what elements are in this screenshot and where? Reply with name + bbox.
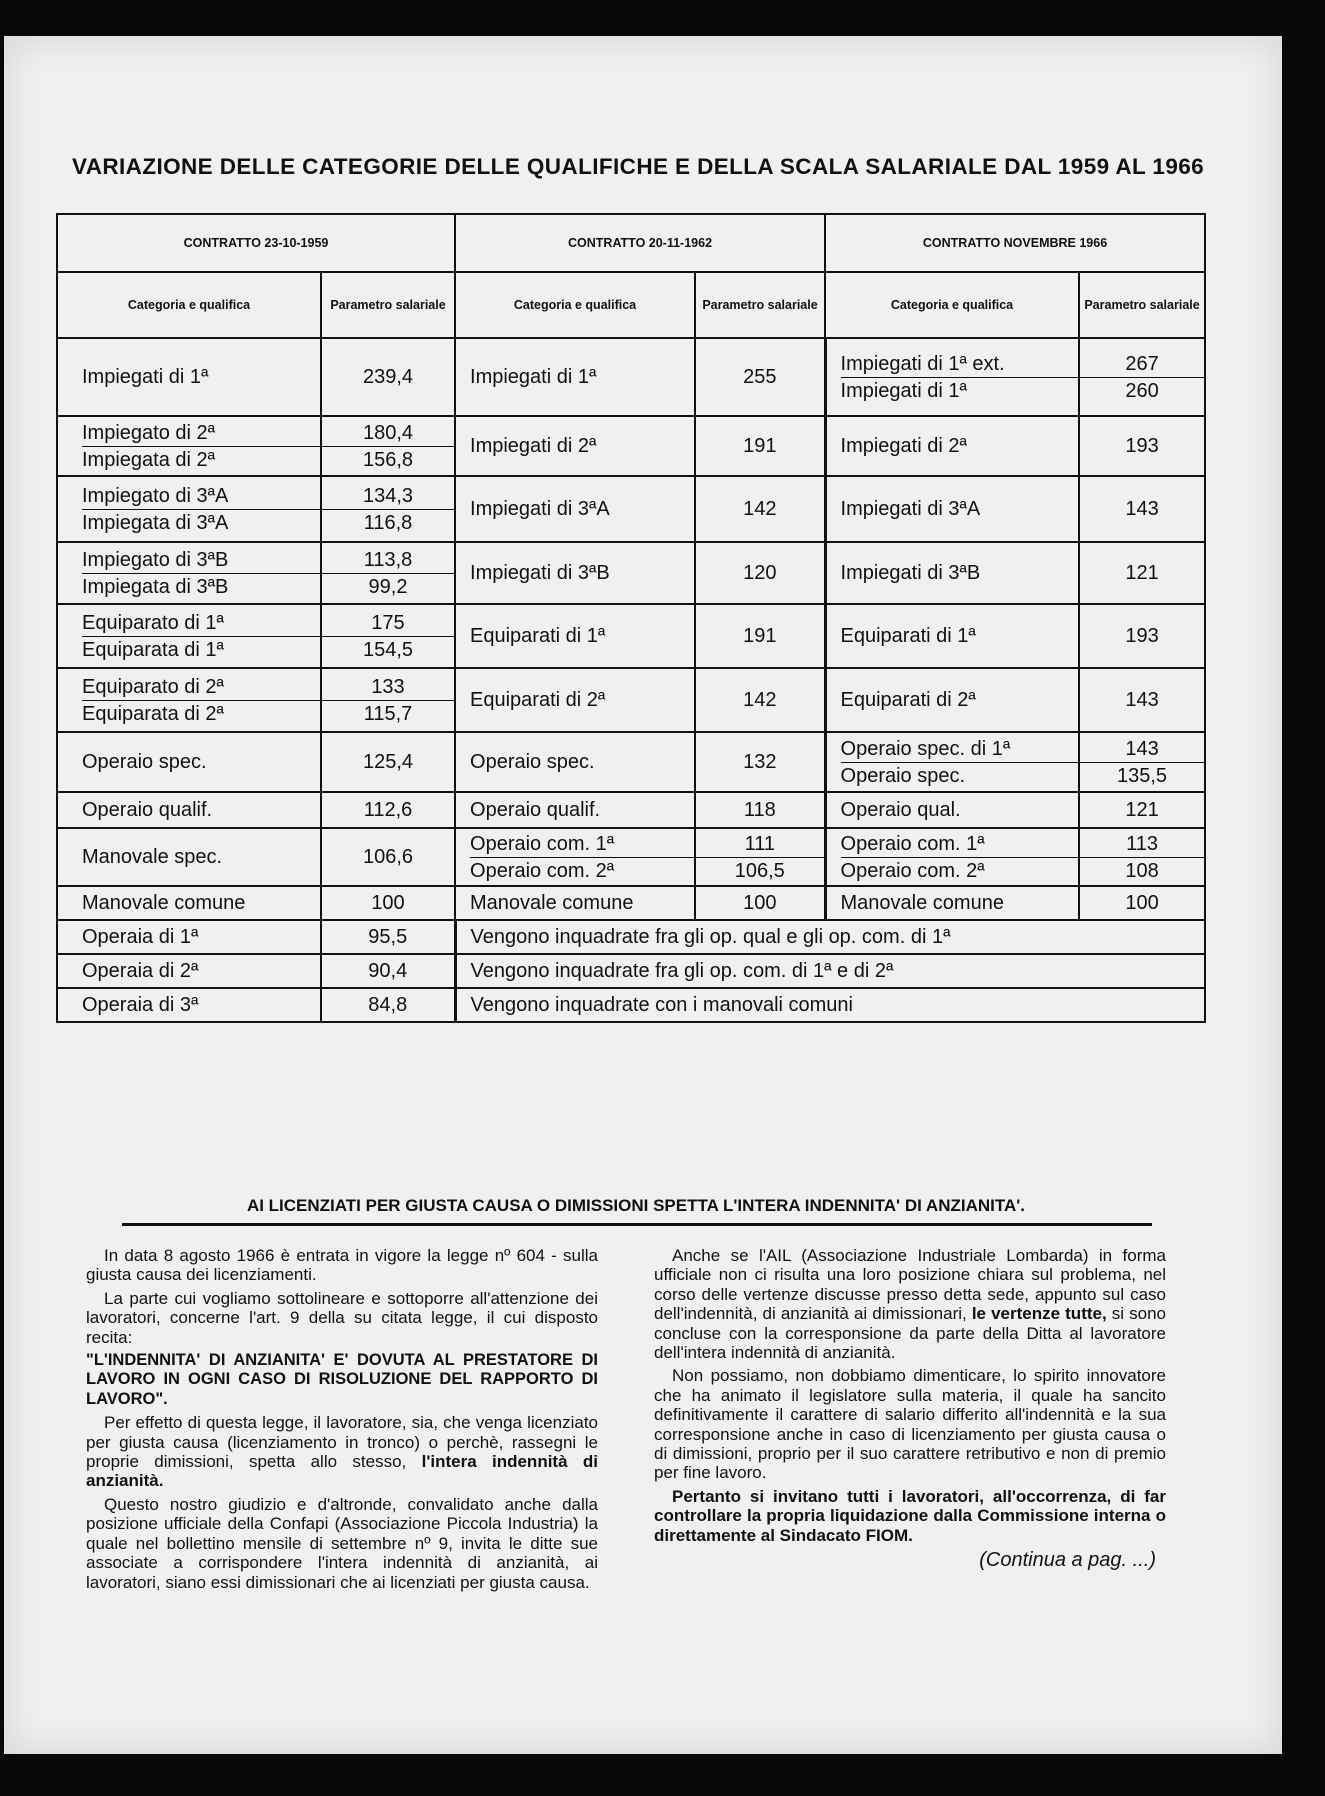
category-label: Operaio spec. di 1ª [840,737,1011,760]
param-header: Parametro salariale [321,272,455,338]
operaie-row [57,920,1205,954]
category-label: Impiegata di 3ªA [82,509,320,536]
column-header-row [57,272,1205,338]
category-cell [57,542,321,604]
category-cell [57,668,321,732]
param-cell [321,668,455,732]
param-value: 135,5 [1080,762,1204,789]
param-value: 121 [1125,799,1159,821]
param-value: 193 [1125,625,1159,647]
category-cell [825,416,1079,476]
param-cell [1079,416,1205,476]
param-cell [1079,886,1205,920]
paragraph-text: Per effetto di questa legge, il lavoratore, sia, che venga licenziato per giusta causa (licenziamento in tronco) o perchè, rassegni le proprie dimissioni, spetta allo stesso, [86,1413,598,1472]
table-row [57,792,1205,828]
emphasis: l'intera indennità di anzianità. [86,1452,598,1491]
category-cell [455,886,695,920]
param-value: 142 [743,689,777,711]
category-cell [455,828,695,886]
category-cell [57,828,321,886]
category-cell [455,792,695,828]
param-value: 116,8 [322,509,454,536]
category-label: Impiegati di 3ªB [470,562,610,584]
document-page [4,36,1282,1754]
param-cell [321,338,455,416]
page-title: VARIAZIONE DELLE CATEGORIE DELLE QUALIFICHE E DELLA SCALA SALARIALE DAL 1959 AL 1966 [72,154,1205,179]
operaie-row [57,988,1205,1022]
table-row [57,886,1205,920]
param-value: 106,6 [362,846,414,868]
note-cell: Vengono inquadrate fra gli op. com. di 1ª e di 2ª [455,954,1205,988]
param-value: 108 [1080,857,1204,884]
param-value: 154,5 [322,636,454,663]
article-title: AI LICENZIATI PER GIUSTA CAUSA O DIMISSIONI SPETTA L'INTERA INDENNITA' DI ANZIANITA'. [246,1196,1026,1215]
param-cell [695,828,825,886]
category-cell [57,338,321,416]
category-cell [57,476,321,542]
article-left-column [86,1246,598,1596]
param-value: 95,5 [321,920,455,954]
param-cell [1079,792,1205,828]
category-cell [455,416,695,476]
category-label: Impiegati di 1ª [841,377,1079,404]
param-value: 100 [1125,892,1159,914]
param-value: 125,4 [362,751,414,773]
param-value: 156,8 [322,446,454,473]
table-row [57,828,1205,886]
category-cell [825,604,1079,668]
emphasis: Pertanto si invitano tutti i lavoratori, all'occorrenza, di far controllare la propria liquidazione dalla Commissione interna o direttamente al Sindacato FIOM. [654,1486,1166,1545]
param-cell [1079,604,1205,668]
param-value: 191 [743,625,777,647]
param-cell [321,542,455,604]
category-label: Equiparati di 1ª [470,625,606,647]
param-cell [321,416,455,476]
category-label: Operaio spec. [841,762,1079,789]
category-label: Equiparata di 1ª [82,636,320,663]
param-cell [321,604,455,668]
paragraph: La parte cui vogliamo sottolineare e sottoporre all'attenzione dei lavoratori, concerne l'art. 9 della su citata legge, il cui disposto recita: [86,1288,598,1347]
category-label: Operaio com. 1ª [470,832,615,855]
paragraph [654,1487,1166,1545]
param-value: 106,5 [696,857,824,884]
category-label: Impiegata di 2ª [82,446,320,473]
continues-note: (Continua a pag. ...) [979,1549,1156,1572]
category-label: Operaio qual. [840,799,961,821]
param-cell [1079,338,1205,416]
param-cell [321,476,455,542]
category-label: Operaio spec. [82,751,207,773]
paragraph [654,1246,1166,1362]
param-value: 134,3 [362,484,414,507]
category-label: Operaio com. 1ª [840,832,985,855]
category-label: Operaio qualif. [82,799,213,821]
category-cell [57,604,321,668]
category-label: Impiegata di 3ªB [82,573,320,600]
param-value: 100 [743,892,777,914]
table-row [57,668,1205,732]
param-cell [1079,732,1205,792]
param-value: 267 [1125,352,1159,375]
param-header: Parametro salariale [695,272,825,338]
param-value: 112,6 [363,799,413,821]
table-row [57,542,1205,604]
category-cell [455,732,695,792]
param-value: 99,2 [322,573,454,600]
category-cell [455,604,695,668]
param-value: 142 [743,498,777,520]
category-cell [825,476,1079,542]
contract-1959-header: CONTRATTO 23-10-1959 [57,214,455,272]
param-value: 143 [1125,737,1159,760]
category-label: Equiparata di 2ª [82,700,320,727]
contract-1962-header: CONTRATTO 20-11-1962 [455,214,825,272]
param-cell [1079,542,1205,604]
param-cell [695,604,825,668]
operaie-body [57,920,1205,1022]
param-value: 90,4 [321,954,455,988]
category-label: Impiegati di 1ª [82,366,209,388]
category-cell [455,668,695,732]
category-cell [825,668,1079,732]
category-cell [57,732,321,792]
category-label: Operaio spec. [470,751,595,773]
category-cell [825,886,1079,920]
table-row [57,732,1205,792]
title-underline [122,1223,1152,1226]
param-cell [321,792,455,828]
category-label: Manovale comune [82,892,246,914]
category-label: Impiegati di 2ª [840,435,967,457]
param-cell [695,886,825,920]
paragraph: In data 8 agosto 1966 è entrata in vigore la legge nº 604 - sulla giusta causa dei licenziamenti. [86,1246,598,1285]
category-label: Manovale comune [840,892,1004,914]
param-value: 132 [743,751,777,773]
param-value: 260 [1080,377,1204,404]
category-header: Categoria e qualifica [825,272,1079,338]
category-cell [825,828,1079,886]
category-cell [57,792,321,828]
table-row [57,476,1205,542]
category-header: Categoria e qualifica [57,272,321,338]
category-label: Impiegati di 2ª [470,435,597,457]
paragraph-text: Anche se l'AIL (Associazione Industriale Lombarda) in forma ufficiale non ci risulta una loro posizione chiara sul problema, nel corso delle vertenze discusse presso detta sede, appunto sul caso dell'indennità, di anzianità ai dimissionari, [654,1246,1166,1324]
paragraph [86,1413,598,1491]
param-cell [321,828,455,886]
category-cell [825,792,1079,828]
param-value: 143 [1125,689,1159,711]
param-value: 193 [1125,435,1159,457]
category-label: Operaia di 1ª [57,920,321,954]
param-cell [321,886,455,920]
param-value: 191 [743,435,777,457]
param-cell [695,476,825,542]
article-right-column [654,1246,1166,1571]
law-quote: "L'INDENNITA' DI ANZIANITA' E' DOVUTA AL PRESTATORE DI LAVORO IN OGNI CASO DI RISOLUZIONE DEL RAPPORTO DI LAVORO". [86,1351,598,1408]
category-label: Operaio com. 2ª [470,857,694,884]
param-value: 115,7 [322,700,454,727]
table-row [57,604,1205,668]
param-header: Parametro salariale [1079,272,1205,338]
paragraph: Questo nostro giudizio e d'altronde, convalidato anche dalla posizione ufficiale della Confapi (Associazione Piccola Industria) la quale nel bollettino mensile di settembre nº 9, invita le ditte sue associate a corrispondere l'intera indennità di anzianità, ai lavoratori, siano essi dimissionari che ai licenziati per giusta causa. [86,1494,598,1592]
category-cell [455,476,695,542]
contract-header-row [57,214,1205,272]
category-label: Impiegato di 3ªA [82,484,229,507]
param-value: 239,4 [362,366,414,388]
category-label: Manovale spec. [82,846,223,868]
param-cell [695,668,825,732]
param-cell [695,416,825,476]
category-label: Impiegati di 3ªA [470,498,610,520]
param-cell [695,338,825,416]
category-cell [825,542,1079,604]
category-label: Equiparati di 2ª [470,689,606,711]
category-label: Operaia di 3ª [57,988,321,1022]
operaie-row [57,954,1205,988]
category-cell [57,416,321,476]
category-label: Impiegati di 1ª [470,366,597,388]
param-value: 121 [1125,562,1159,584]
paragraph: Non possiamo, non dobbiamo dimenticare, lo spirito innovatore che ha animato il legislatore sulla materia, il quale ha sancito definitivamente il carattere di salario differito all'indennità e la sua corresponsione anche in caso di licenziamento per giusta causa o di dimissioni, proprio per il suo carattere retributivo e non di premio per fine lavoro. [654,1366,1166,1483]
param-value: 113,8 [363,548,413,571]
param-value: 143 [1125,498,1159,520]
category-cell [455,338,695,416]
param-value: 111 [744,832,775,855]
category-cell [825,732,1079,792]
category-label: Impiegato di 3ªB [82,548,229,571]
table-row [57,416,1205,476]
param-cell [695,792,825,828]
table-body [57,338,1205,920]
param-value: 133 [371,675,405,698]
note-cell: Vengono inquadrate fra gli op. qual e gli op. com. di 1ª [455,920,1205,954]
param-value: 175 [371,611,405,634]
category-label: Equiparati di 1ª [840,625,976,647]
param-value: 120 [743,562,777,584]
param-cell [321,732,455,792]
note-cell: Vengono inquadrate con i manovali comuni [455,988,1205,1022]
table-row [57,338,1205,416]
contract-1966-header: CONTRATTO NOVEMBRE 1966 [825,214,1205,272]
param-cell [1079,668,1205,732]
category-label: Operaia di 2ª [57,954,321,988]
param-value: 118 [743,799,776,821]
paragraph-text: si sono concluse con la corresponsione da parte della Ditta al lavoratore dell'intera indennità di anzianità. [654,1304,1167,1363]
category-label: Manovale comune [470,892,634,914]
param-value: 100 [371,892,405,914]
param-cell [1079,828,1205,886]
category-cell [57,886,321,920]
param-value: 113 [1126,832,1158,855]
param-cell [695,732,825,792]
param-value: 84,8 [321,988,455,1022]
emphasis: le vertenze tutte, [971,1304,1107,1324]
category-label: Operaio com. 2ª [841,857,1079,884]
param-cell [695,542,825,604]
category-label: Operaio qualif. [470,799,601,821]
category-label: Equiparato di 2ª [82,675,224,698]
category-cell [825,338,1079,416]
category-label: Impiegato di 2ª [82,421,216,444]
category-label: Impiegati di 3ªB [840,562,981,584]
category-label: Impiegati di 3ªA [840,498,981,520]
category-label: Equiparati di 2ª [840,689,976,711]
salary-scale-table [56,213,1206,1023]
param-cell [1079,476,1205,542]
category-label: Impiegati di 1ª ext. [840,352,1005,375]
category-cell [455,542,695,604]
category-header: Categoria e qualifica [455,272,695,338]
category-label: Equiparato di 1ª [82,611,224,634]
param-value: 180,4 [362,421,414,444]
param-value: 255 [743,366,777,388]
